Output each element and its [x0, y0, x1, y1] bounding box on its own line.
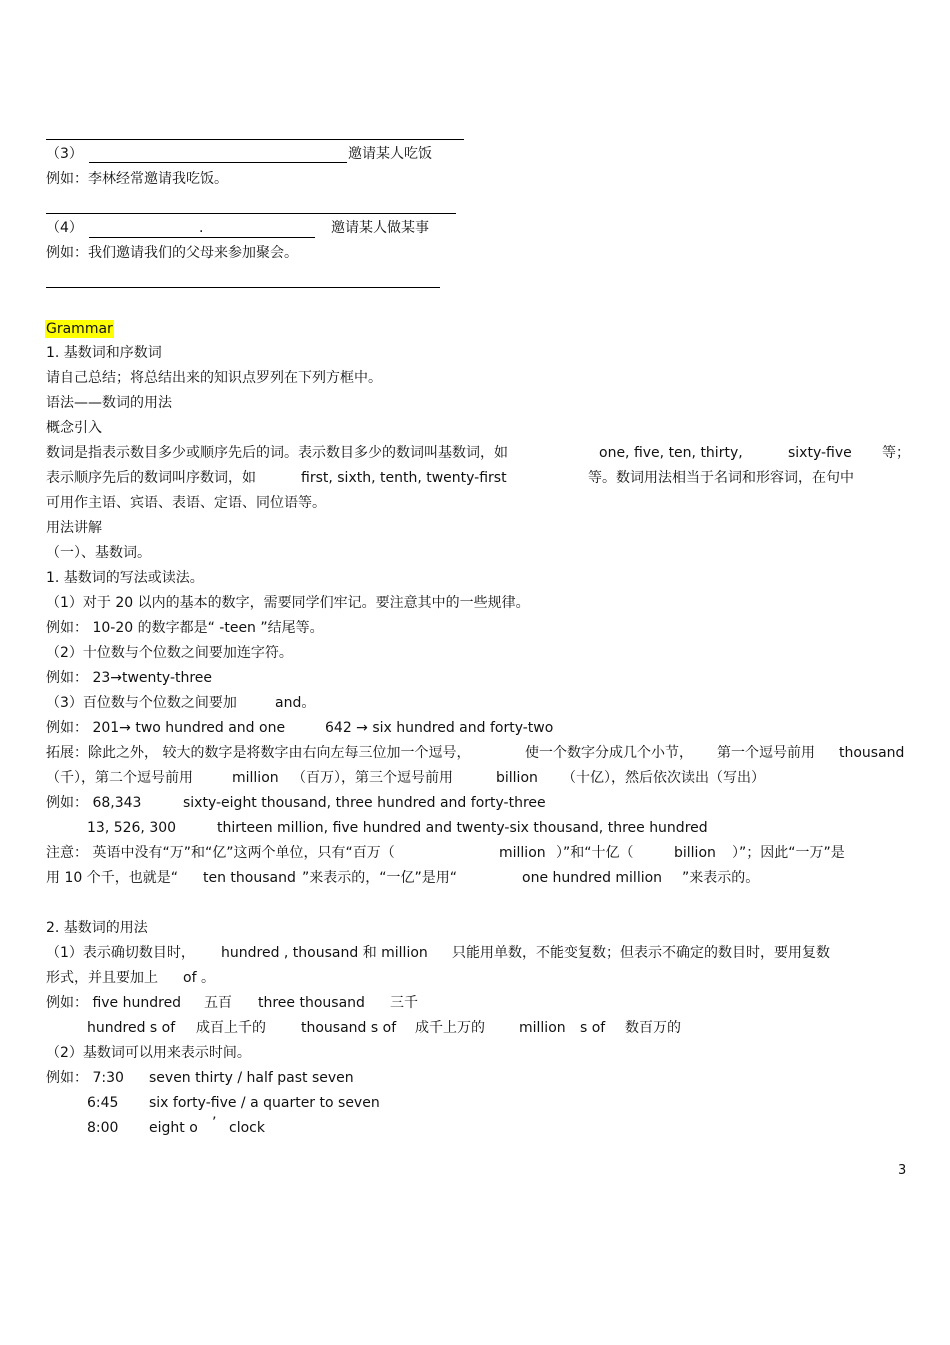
example-text: 例如： 10-20 的数字都是“ -teen ”结尾等。	[46, 620, 324, 636]
section-title: 1. 基数词和序数词	[46, 345, 162, 361]
example-text: three thousand	[258, 995, 365, 1011]
note-text: ”来表示的，“一亿”是用“	[302, 870, 458, 886]
extension-text: （千），第二个逗号前用	[46, 770, 193, 786]
note-text: 用 10 个千，也就是“	[46, 870, 178, 886]
paragraph-text: 可用作主语、宾语、表语、定语、同位语等。	[46, 495, 326, 511]
example-text: seven thirty / half past seven	[149, 1070, 354, 1086]
note-text: ”来表示的。	[682, 870, 760, 886]
answer-line[interactable]	[46, 213, 456, 214]
paragraph-text: one, five, ten, thirty,	[599, 445, 743, 461]
example-text: 三千	[390, 995, 418, 1011]
extension-text: 拓展：除此之外， 较大的数字是将数字由右向左每三位加一个逗号，	[46, 745, 471, 761]
fill-blank-4[interactable]	[89, 237, 315, 238]
item-number: （3）	[46, 146, 83, 162]
answer-line[interactable]	[46, 287, 440, 288]
paragraph-text: 等。数词用法相当于名词和形容词，在句中	[588, 470, 854, 486]
extension-text: 第一个逗号前用	[717, 745, 815, 761]
example-text: million	[519, 1020, 566, 1036]
example-text: six forty-five / a quarter to seven	[149, 1095, 380, 1111]
example-text: 例如： five hundred	[46, 995, 182, 1011]
example-text: 6:45	[87, 1095, 119, 1111]
extension-text: thousand	[839, 745, 905, 761]
example-text: hundred s of	[87, 1020, 176, 1036]
page-number: 3	[898, 1163, 907, 1178]
rule-text: （1）表示确切数目时，	[46, 945, 195, 961]
example-text: 成千上万的	[415, 1020, 485, 1036]
example-text: 例如： 23→twenty-three	[46, 670, 213, 686]
example-text: 成百上千的	[196, 1020, 266, 1036]
paragraph-text: sixty-five	[788, 445, 852, 461]
rule-text: 形式，并且要加上	[46, 970, 158, 986]
item-label: 邀请某人吃饭	[348, 146, 432, 162]
example-text: 642 → six hundred and forty-two	[325, 720, 554, 736]
item-label: 邀请某人做某事	[331, 220, 429, 236]
example-text: 例如： 7:30	[46, 1070, 124, 1086]
subtopic-title: （一）、基数词。	[46, 545, 151, 561]
rule-text: （1）对于 20 以内的基本的数字，需要同学们牢记。要注意其中的一些规律。	[46, 595, 530, 611]
blank-line	[46, 139, 464, 140]
note-text: 注意： 英语中没有“万”和“亿”这两个单位，只有“百万（	[46, 845, 395, 861]
extension-text: （百万），第三个逗号前用	[292, 770, 453, 786]
fill-blank-3[interactable]	[89, 162, 347, 163]
instruction-text: 请自己总结；将总结出来的知识点罗列在下列方框中。	[46, 370, 382, 386]
example-text: 例如： 68,343	[46, 795, 142, 811]
paragraph-text: 表示顺序先后的数词叫序数词，如	[46, 470, 256, 486]
rule-text: and。	[275, 695, 316, 711]
paragraph-text: 数词是指表示数目多少或顺序先后的词。表示数目多少的数词叫基数词，如	[46, 445, 508, 461]
example-text: 数百万的	[625, 1020, 681, 1036]
example-text: thirteen million, five hundred and twenty-six thousand, three hundred	[217, 820, 708, 836]
extension-text: million	[232, 770, 279, 786]
example-text: s of	[580, 1020, 606, 1036]
example-text: 五百	[204, 995, 232, 1011]
section-title: 1. 基数词的写法或读法。	[46, 570, 204, 586]
section-title: 2. 基数词的用法	[46, 920, 148, 936]
note-text: ）”和“十亿（	[556, 845, 634, 861]
note-text: billion	[674, 845, 716, 861]
rule-text: 只能用单数，不能变复数；但表示不确定的数目时，要用复数	[452, 945, 830, 961]
extension-text: （十亿），然后依次读出（写出）	[562, 770, 765, 786]
blank-dot: .	[199, 220, 204, 236]
example-text: ’	[212, 1115, 217, 1131]
rule-text: （3）百位数与个位数之间要加	[46, 695, 237, 711]
subtopic-title: 用法讲解	[46, 520, 102, 536]
example-text: 13, 526, 300	[87, 820, 177, 836]
extension-text: 使一个数字分成几个小节，	[525, 745, 693, 761]
rule-text: of 。	[183, 970, 215, 986]
subtopic-title: 概念引入	[46, 420, 102, 436]
example-text: thousand s of	[301, 1020, 397, 1036]
rule-text: （2）基数词可以用来表示时间。	[46, 1045, 251, 1061]
example-text: eight o	[149, 1120, 198, 1136]
extension-text: billion	[496, 770, 538, 786]
example-text: 例如：李林经常邀请我吃饭。	[46, 171, 228, 187]
note-text: ten thousand	[203, 870, 296, 886]
example-text: clock	[229, 1120, 265, 1136]
item-number: （4）	[46, 220, 83, 236]
paragraph-text: 等；	[882, 445, 910, 461]
example-text: 例如：我们邀请我们的父母来参加聚会。	[46, 245, 298, 261]
example-text: 8:00	[87, 1120, 119, 1136]
rule-text: （2）十位数与个位数之间要加连字符。	[46, 645, 293, 661]
grammar-heading: Grammar	[46, 321, 113, 337]
example-text: 例如： 201→ two hundred and one	[46, 720, 286, 736]
note-text: one hundred million	[522, 870, 663, 886]
paragraph-text: first, sixth, tenth, twenty-first	[301, 470, 507, 486]
rule-text: hundred , thousand 和 million	[221, 945, 428, 961]
example-text: sixty-eight thousand, three hundred and forty-three	[183, 795, 546, 811]
note-text: million	[499, 845, 546, 861]
note-text: ）”；因此“一万”是	[732, 845, 845, 861]
topic-title: 语法——数词的用法	[46, 395, 172, 411]
